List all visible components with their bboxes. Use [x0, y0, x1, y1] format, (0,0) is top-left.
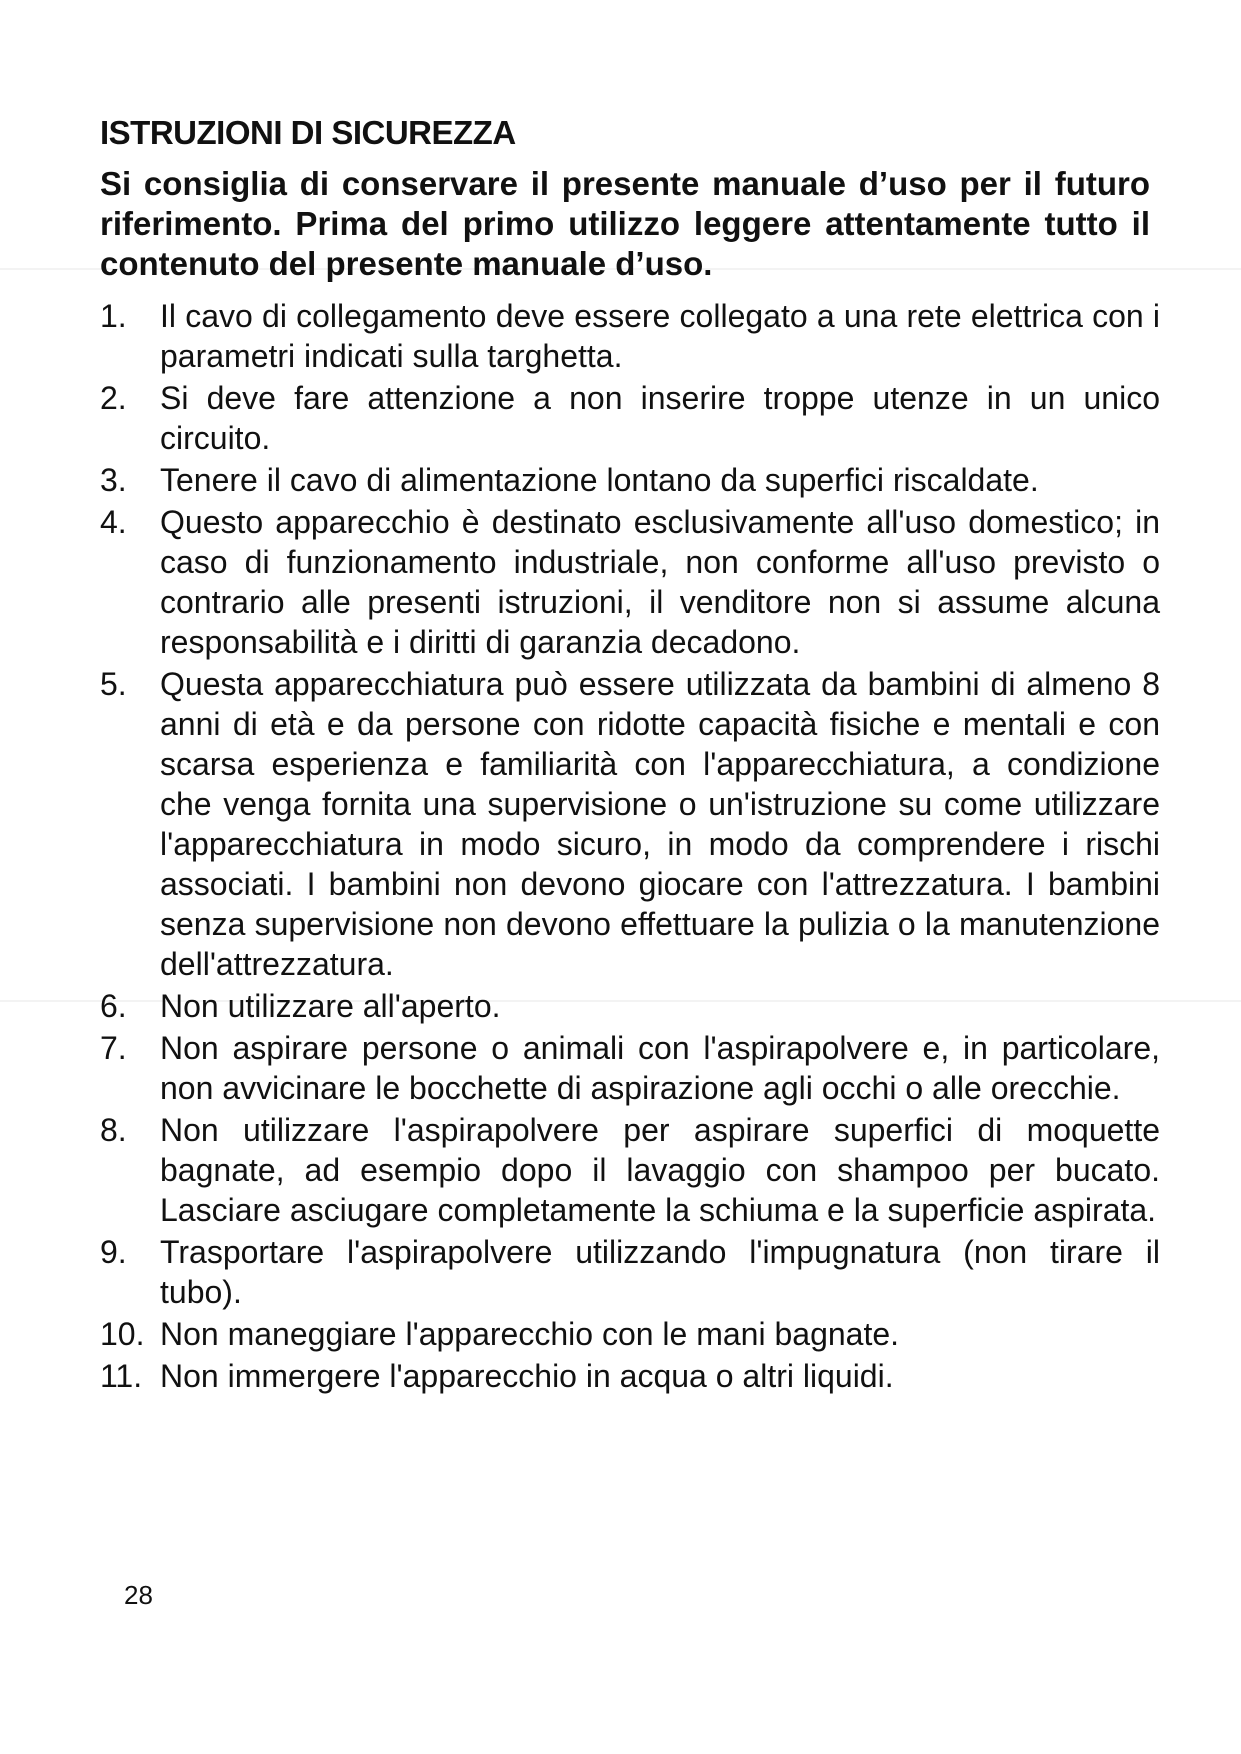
item-number: 11. — [100, 1358, 143, 1394]
item-number: 6. — [100, 988, 127, 1024]
item-number: 3. — [100, 462, 127, 498]
list-item — [100, 460, 1160, 500]
item-number: 7. — [100, 1030, 127, 1066]
item-text: Non utilizzare all'aperto. — [160, 988, 501, 1024]
list-item — [100, 1232, 1160, 1312]
item-text: Non immergere l'apparecchio in acqua o altri liquidi. — [160, 1358, 894, 1394]
item-text: Tenere il cavo di alimentazione lontano da superfici riscaldate. — [160, 462, 1039, 498]
item-number: 1. — [100, 298, 127, 334]
document-content — [100, 112, 1160, 1398]
item-number: 8. — [100, 1112, 127, 1148]
safety-instructions-list — [100, 296, 1160, 1396]
item-text: Trasportare l'aspirapolvere utilizzando l'impugnatura (non tirare il tubo). — [160, 1234, 1160, 1310]
item-number: 5. — [100, 666, 127, 702]
list-item — [100, 986, 1160, 1026]
list-item — [100, 1110, 1160, 1230]
list-item — [100, 296, 1160, 376]
list-item — [100, 1356, 1160, 1396]
page-number: 28 — [124, 1580, 153, 1610]
item-number: 2. — [100, 380, 127, 416]
item-number: 9. — [100, 1234, 127, 1270]
list-item — [100, 378, 1160, 458]
item-number: 10. — [100, 1316, 145, 1352]
item-text: Questo apparecchio è destinato esclusivamente all'uso domestico; in caso di funzionamento industriale, non conforme all'uso previsto o contrario alle presenti istruzioni, il venditore non si assume alcuna responsabilità e i diritti di garanzia decadono. — [160, 504, 1160, 660]
intro-paragraph: Si consiglia di conservare il presente manuale d’uso per il futuro riferimento. Prima del primo utilizzo leggere attentamente tutto il contenuto del presente manuale d’uso. — [100, 165, 1150, 282]
item-text: Non utilizzare l'aspirapolvere per aspirare superfici di moquette bagnate, ad esempio dopo il lavaggio con shampoo per bucato. Lasciare asciugare completamente la schiuma e la superficie aspirata. — [160, 1112, 1160, 1228]
list-item — [100, 1314, 1160, 1354]
item-text: Il cavo di collegamento deve essere collegato a una rete elettrica con i parametri indicati sulla targhetta. — [160, 298, 1160, 374]
item-text: Si deve fare attenzione a non inserire troppe utenze in un unico circuito. — [160, 380, 1160, 456]
item-text: Non maneggiare l'apparecchio con le mani bagnate. — [160, 1316, 900, 1352]
item-number: 4. — [100, 504, 127, 540]
item-text: Questa apparecchiatura può essere utilizzata da bambini di almeno 8 anni di età e da persone con ridotte capacità fisiche e mentali e con scarsa esperienza e familiarità con l'apparecchiatura, a condizione che venga fornita una supervisione o un'istruzione su come utilizzare l'apparecchiatura in modo sicuro, in modo da comprendere i rischi associati. I bambini non devono giocare con l'attrezzatura. I bambini senza supervisione non devono effettuare la pulizia o la manutenzione dell'attrezzatura. — [160, 666, 1160, 982]
page-title: ISTRUZIONI DI SICUREZZA — [100, 114, 516, 151]
list-item — [100, 664, 1160, 984]
list-item — [100, 1028, 1160, 1108]
item-text: Non aspirare persone o animali con l'aspirapolvere e, in particolare, non avvicinare le bocchette di aspirazione agli occhi o alle orecchie. — [160, 1030, 1160, 1106]
list-item — [100, 502, 1160, 662]
